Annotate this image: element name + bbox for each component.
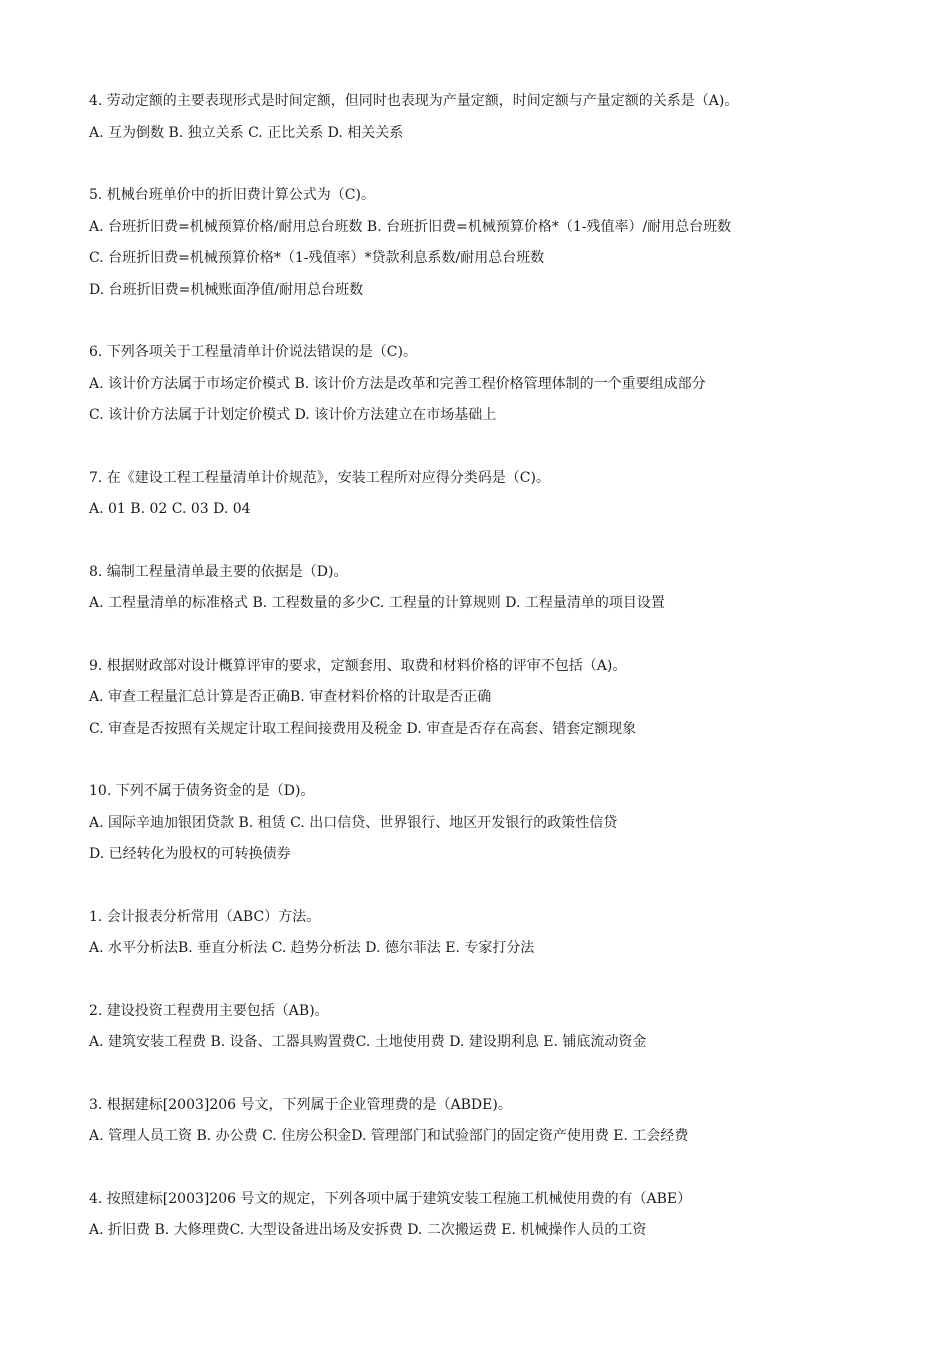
question-block <box>89 655 909 750</box>
question-block <box>89 906 909 969</box>
question-options: C. 该计价方法属于计划定价模式 D. 该计价方法建立在市场基础上 <box>89 407 497 423</box>
question-options: A. 01 B. 02 C. 03 D. 04 <box>89 501 251 517</box>
question-stem: 3. 根据建标[2003]206 号文，下列属于企业管理费的是（ABDE)。 <box>89 1096 512 1113</box>
question-block <box>89 1188 909 1251</box>
question-options: A. 国际辛迪加银团贷款 B. 租赁 C. 出口信贷、世界银行、地区开发银行的政策性信贷 <box>89 814 618 831</box>
question-options: A. 折旧费 B. 大修理费C. 大型设备进出场及安拆费 D. 二次搬运费 E. 机械操作人员的工资 <box>89 1222 647 1238</box>
question-stem: 5. 机械台班单价中的折旧费计算公式为（C)。 <box>89 187 375 203</box>
question-stem: 7. 在《建设工程工程量清单计价规范》，安装工程所对应得分类码是（C)。 <box>89 469 550 486</box>
question-block <box>89 184 909 310</box>
question-options: A. 台班折旧费=机械预算价格/耐用总台班数 B. 台班折旧费=机械预算价格*（1-残值率）/耐用总台班数 <box>89 218 732 235</box>
question-block <box>89 467 909 530</box>
question-stem: 4. 按照建标[2003]206 号文的规定，下列各项中属于建筑安装工程施工机械使用费的有（ABE） <box>89 1190 692 1207</box>
question-options: C. 审查是否按照有关规定计取工程间接费用及税金 D. 审查是否存在高套、错套定额现象 <box>89 720 637 737</box>
question-options: A. 互为倒数 B. 独立关系 C. 正比关系 D. 相关关系 <box>89 124 404 141</box>
question-block <box>89 1094 909 1157</box>
question-stem: 6. 下列各项关于工程量清单计价说法错误的是（C)。 <box>89 344 417 360</box>
question-options: A. 水平分析法B. 垂直分析法 C. 趋势分析法 D. 德尔菲法 E. 专家打分法 <box>89 940 535 956</box>
question-options: D. 已经转化为股权的可转换债券 <box>89 846 291 862</box>
question-options: A. 建筑安装工程费 B. 设备、工器具购置费C. 土地使用费 D. 建设期利息 E. 铺底流动资金 <box>89 1034 647 1050</box>
question-stem: 9. 根据财政部对设计概算评审的要求，定额套用、取费和材料价格的评审不包括（A)。 <box>89 657 627 674</box>
question-options: A. 工程量清单的标准格式 B. 工程数量的多少C. 工程量的计算规则 D. 工程量清单的项目设置 <box>89 595 665 611</box>
question-stem: 1. 会计报表分析常用（ABC）方法。 <box>89 908 321 925</box>
question-list <box>89 90 909 1282</box>
question-stem: 8. 编制工程量清单最主要的依据是（D)。 <box>89 563 348 580</box>
question-block <box>89 780 909 875</box>
question-block <box>89 90 909 153</box>
question-block <box>89 341 909 436</box>
question-stem: 10. 下列不属于债务资金的是（D)。 <box>89 783 315 799</box>
question-options: A. 该计价方法属于市场定价模式 B. 该计价方法是改革和完善工程价格管理体制的一个重要组成部分 <box>89 375 706 392</box>
question-options: D. 台班折旧费=机械账面净值/耐用总台班数 <box>89 281 364 298</box>
question-options: A. 管理人员工资 B. 办公费 C. 住房公积金D. 管理部门和试验部门的固定资产使用费 E. 工会经费 <box>89 1128 689 1144</box>
question-block <box>89 1000 909 1063</box>
question-options: A. 审查工程量汇总计算是否正确B. 审查材料价格的计取是否正确 <box>89 689 492 705</box>
question-options: C. 台班折旧费=机械预算价格*（1-残值率）*贷款利息系数/耐用总台班数 <box>89 250 545 266</box>
question-stem: 4. 劳动定额的主要表现形式是时间定额，但同时也表现为产量定额，时间定额与产量定额的关系是（A)。 <box>89 93 739 109</box>
question-block <box>89 561 909 624</box>
question-stem: 2. 建设投资工程费用主要包括（AB)。 <box>89 1002 329 1019</box>
